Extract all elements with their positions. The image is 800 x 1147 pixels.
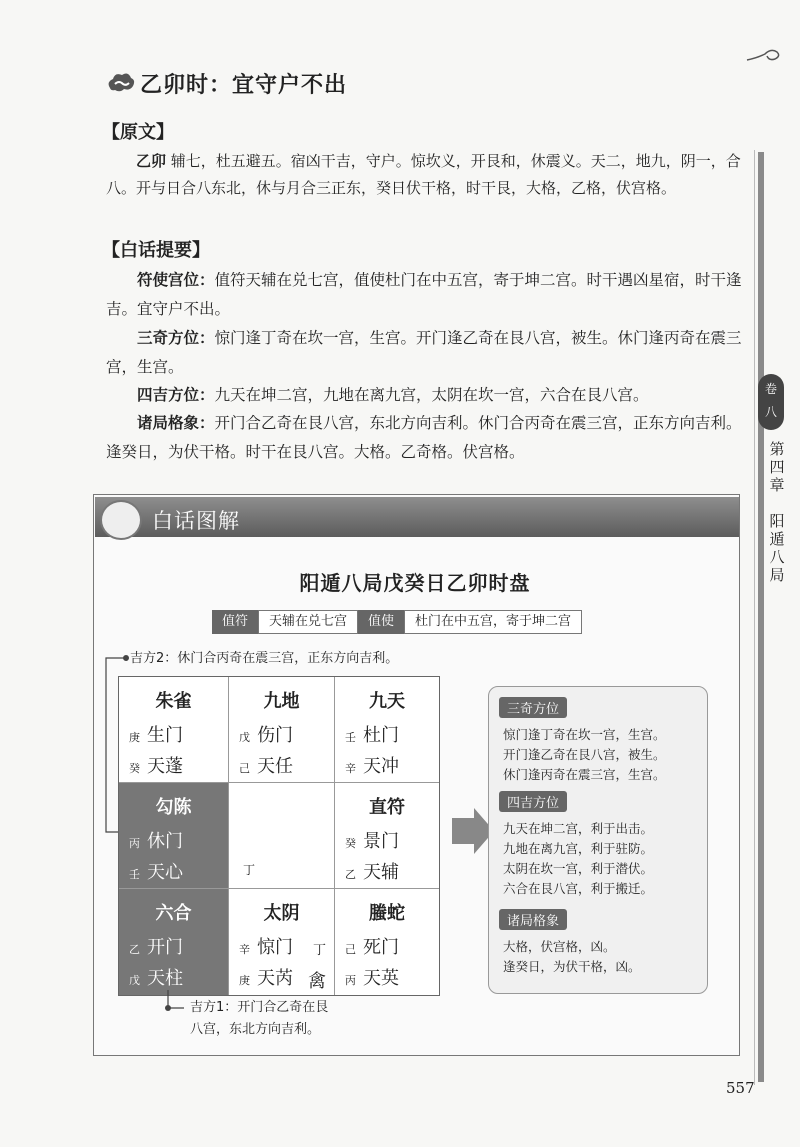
original-text: [106, 148, 746, 202]
star: 天辅: [363, 862, 399, 883]
dragon-emblem-icon: [100, 500, 142, 540]
door: 休门: [147, 831, 183, 852]
palace-cell: [119, 889, 229, 995]
corner-ornament-icon: [745, 44, 785, 66]
stem: 己: [345, 943, 356, 956]
panel-line: 逢癸日，为伏干格，凶。: [503, 959, 641, 974]
stem: 丙: [345, 974, 356, 987]
god-name: 六合: [155, 903, 192, 924]
center-stem: 丁: [243, 863, 256, 877]
info-panel: [488, 686, 708, 994]
god-name: 九天: [369, 691, 405, 712]
door: 生门: [147, 725, 183, 746]
door: 死门: [363, 937, 399, 958]
margin-bar: [758, 152, 764, 1082]
stem: 辛: [345, 762, 356, 775]
diagram-title: 阳遁八局戊癸日乙卯时盘: [299, 571, 531, 595]
original-body: 辅七，杜五避五。宿凶干吉，守户。惊坎义，开艮和，休震义。天二，地九，阴一，合八。开与日合八东北，休与月合三正东，癸日伏干格，时干艮，大格，乙格，伏宫格。: [106, 152, 741, 197]
door: 景门: [363, 831, 399, 852]
vernacular-item: [106, 409, 746, 467]
star-row: [239, 964, 293, 990]
star-row: [239, 752, 293, 778]
stem: 癸: [129, 762, 140, 775]
star-row: [345, 964, 399, 990]
item-text: 值符天辅在兑七宫，值使杜门在中五宫，寄于坤二宫。时干遇凶星宿，时干逢吉。宜守户不出。: [106, 271, 742, 318]
item-text: 开门合乙奇在艮八宫，东北方向吉利。休门合丙奇在震三宫，正东方向吉利。逢癸日，为伏干格。时干在艮八宫。大格。乙奇格。伏宫格。: [106, 414, 742, 461]
panel-section-tag: 四吉方位: [499, 791, 567, 812]
stem: 丙: [129, 837, 140, 850]
door: 伤门: [257, 725, 293, 746]
zhifu-zhishi-bar: [212, 610, 582, 634]
star: 天柱: [147, 968, 183, 989]
item-label: 符使宫位：: [137, 271, 215, 289]
diagram-band-title: 白话图解: [152, 509, 240, 533]
panel-line: 太阴在坎一宫，利于潜伏。: [503, 861, 654, 876]
original-lead: 乙卯: [136, 152, 167, 170]
door-row: [239, 721, 293, 747]
door-row: [129, 933, 183, 959]
door-row: [129, 721, 183, 747]
stem: 己: [239, 762, 250, 775]
door-row: [239, 933, 293, 959]
stem: 辛: [239, 943, 250, 956]
panel-section-tag: 三奇方位: [499, 697, 567, 718]
extra-star: 禽: [308, 971, 326, 992]
volume-char: 卷: [764, 382, 777, 396]
item-label: 三奇方位：: [137, 329, 215, 347]
note-bottom-1: 吉方1：开门合乙奇在艮: [190, 1000, 329, 1015]
door: 杜门: [363, 725, 399, 746]
door: 惊门: [257, 937, 293, 958]
star-row: [345, 752, 399, 778]
vernacular-item: [106, 266, 746, 324]
palace-cell: [119, 783, 229, 889]
god-name: 朱雀: [155, 691, 192, 712]
star: 天英: [363, 968, 399, 989]
panel-line: 大格，伏宫格，凶。: [503, 939, 616, 954]
god-name: 直符: [369, 797, 405, 818]
panel-line: 九天在坤二宫，利于出击。: [503, 821, 654, 836]
panel-line: 九地在离九宫，利于驻防。: [503, 841, 654, 856]
stem: 戊: [239, 731, 250, 744]
item-label: 四吉方位：: [137, 386, 215, 404]
stem: 癸: [345, 837, 356, 850]
qimen-grid: [118, 676, 440, 996]
panel-line: 六合在艮八宫，利于搬迁。: [503, 881, 654, 896]
note-bottom-2: 八宫，东北方向吉利。: [190, 1022, 321, 1037]
stem: 庚: [239, 974, 250, 987]
stem: 壬: [129, 868, 140, 881]
door-row: [345, 721, 399, 747]
star: 天心: [147, 862, 183, 883]
star-row: [345, 858, 399, 884]
door-row: [345, 827, 399, 853]
zhishi-label: 值使: [358, 610, 404, 634]
stem: 庚: [129, 731, 140, 744]
palace-cell: [229, 677, 335, 783]
god-name: 九地: [263, 691, 300, 712]
panel-line: 惊门逢丁奇在坎一宫，生宫。: [503, 727, 666, 742]
panel-section-tag: 诸局格象: [499, 909, 567, 930]
page-title: 乙卯时：宜守户不出: [140, 73, 348, 98]
door-row: [345, 933, 399, 959]
god-name: 太阴: [263, 903, 300, 924]
god-name: 螣蛇: [369, 903, 405, 924]
door: 开门: [147, 937, 183, 958]
margin-rule: [754, 150, 755, 1085]
stem: 壬: [345, 731, 356, 744]
palace-cell: [229, 889, 335, 995]
panel-line: 休门逢丙奇在震三宫，生宫。: [503, 767, 666, 782]
panel-lines: [503, 937, 641, 977]
center-palace: [229, 783, 335, 889]
page-number: 557: [726, 1079, 755, 1097]
chapter-label: 第四章: [769, 440, 785, 494]
stem: 戊: [129, 974, 140, 987]
item-text: 惊门逢丁奇在坎一宫，生宫。开门逢乙奇在艮八宫，被生。休门逢丙奇在震三宫，生宫。: [106, 329, 742, 376]
god-name: 勾陈: [155, 797, 192, 818]
vernacular-heading: 【白话提要】: [102, 240, 210, 261]
extra-stem: 丁: [312, 943, 326, 958]
zhifu-value: 天辅在兑七宫: [258, 610, 358, 634]
note-top: 吉方2：休门合丙奇在震三宫，正东方向吉利。: [130, 651, 399, 666]
section-label: 阳遁八局: [769, 512, 785, 584]
item-text: 九天在坤二宫，九地在离九宫，太阴在坎一宫，六合在艮八宫。: [214, 386, 649, 404]
palace-cell: [335, 783, 439, 889]
star: 天芮: [257, 968, 293, 989]
panel-lines: [503, 725, 666, 785]
door-row: [129, 827, 183, 853]
star: 天冲: [363, 756, 399, 777]
zhifu-label: 值符: [212, 610, 258, 634]
palace-cell: [119, 677, 229, 783]
original-heading: 【原文】: [102, 122, 174, 143]
item-label: 诸局格象：: [137, 414, 215, 432]
star: 天蓬: [147, 756, 183, 777]
volume-badge: [758, 374, 784, 430]
star-row: [129, 964, 183, 990]
stem: 乙: [129, 943, 140, 956]
star: 天任: [257, 756, 293, 777]
stem: 乙: [345, 868, 356, 881]
star-row: [129, 858, 183, 884]
vernacular-item: [106, 324, 746, 382]
star-row: [129, 752, 183, 778]
zhishi-value: 杜门在中五宫，寄于坤二宫: [404, 610, 582, 634]
palace-cell: [335, 677, 439, 783]
panel-line: 开门逢乙奇在艮八宫，被生。: [503, 747, 666, 762]
palace-cell: [335, 889, 439, 995]
cloud-ornament-icon: [106, 70, 136, 96]
panel-lines: [503, 819, 653, 899]
vernacular-item: [106, 381, 746, 410]
volume-number: 八: [764, 405, 777, 419]
leader-line-bottom: [160, 990, 190, 1020]
